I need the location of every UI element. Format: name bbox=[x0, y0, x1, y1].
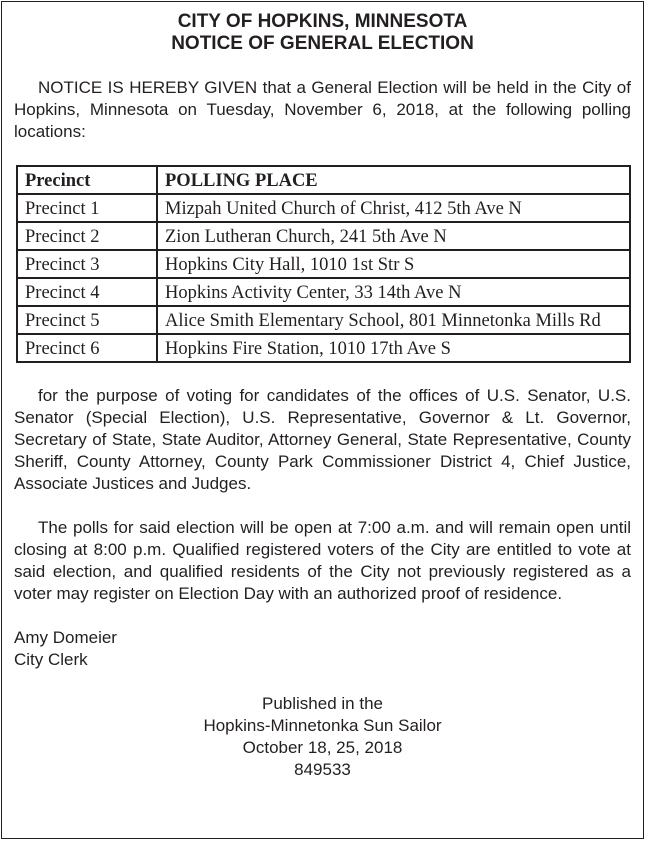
published-paper: Hopkins-Minnetonka Sun Sailor bbox=[203, 716, 442, 735]
intro-paragraph: NOTICE IS HEREBY GIVEN that a General Election will be held in the City of Hopkins, Minnesota on Tuesday, November 6, 2018, at the following polling locations: bbox=[14, 78, 631, 141]
purpose-paragraph: for the purpose of voting for candidates of the offices of U.S. Senator, U.S. Senator (Special Election), U.S. Representative, Governor & Lt. Governor, Secretary of State, State Auditor, Attorney General, State Representative, County Sheriff, County Attorney, County Park Commissioner District 4, Chief Justice, Associate Justices and Judges. bbox=[14, 386, 631, 493]
table-row bbox=[17, 278, 630, 306]
polling-place-cell: Alice Smith Elementary School, 801 Minnetonka Mills Rd bbox=[157, 306, 630, 334]
table-row bbox=[17, 222, 630, 250]
table-row bbox=[17, 334, 630, 362]
polling-place-cell: Hopkins Fire Station, 1010 17th Ave S bbox=[157, 334, 630, 362]
publication-info bbox=[2, 693, 643, 781]
polling-locations-table bbox=[16, 165, 631, 363]
polling-place-cell: Hopkins City Hall, 1010 1st Str S bbox=[157, 250, 630, 278]
precinct-cell: Precinct 4 bbox=[17, 278, 157, 306]
table-row bbox=[17, 306, 630, 334]
precinct-cell: Precinct 3 bbox=[17, 250, 157, 278]
published-line-1: Published in the bbox=[262, 694, 383, 713]
polls-paragraph: The polls for said election will be open at 7:00 a.m. and will remain open until closing at 8:00 p.m. Qualified registered voters of the City are entitled to vote at said election, and qualified residents of the City not previously registered as a voter may register on Election Day with an authorized proof of residence. bbox=[14, 518, 631, 603]
signature-block bbox=[2, 627, 643, 671]
precinct-cell: Precinct 6 bbox=[17, 334, 157, 362]
table-header-row bbox=[17, 166, 630, 194]
polling-table-wrapper bbox=[16, 165, 631, 363]
polling-place-cell: Zion Lutheran Church, 241 5th Ave N bbox=[157, 222, 630, 250]
notice-header bbox=[2, 2, 643, 55]
clerk-name: Amy Domeier bbox=[14, 628, 117, 647]
header-city: CITY OF HOPKINS, MINNESOTA bbox=[177, 11, 468, 32]
clerk-title: City Clerk bbox=[14, 650, 88, 669]
published-dates: October 18, 25, 2018 bbox=[242, 738, 403, 757]
polling-place-cell: Hopkins Activity Center, 33 14th Ave N bbox=[157, 278, 630, 306]
election-notice bbox=[1, 1, 644, 839]
precinct-cell: Precinct 5 bbox=[17, 306, 157, 334]
header-polling-place: POLLING PLACE bbox=[157, 166, 630, 194]
published-id: 849533 bbox=[294, 760, 351, 779]
header-title: NOTICE OF GENERAL ELECTION bbox=[171, 33, 474, 54]
header-precinct: Precinct bbox=[17, 166, 157, 194]
precinct-cell: Precinct 2 bbox=[17, 222, 157, 250]
polling-place-cell: Mizpah United Church of Christ, 412 5th Ave N bbox=[157, 194, 630, 222]
table-row bbox=[17, 194, 630, 222]
precinct-cell: Precinct 1 bbox=[17, 194, 157, 222]
table-row bbox=[17, 250, 630, 278]
